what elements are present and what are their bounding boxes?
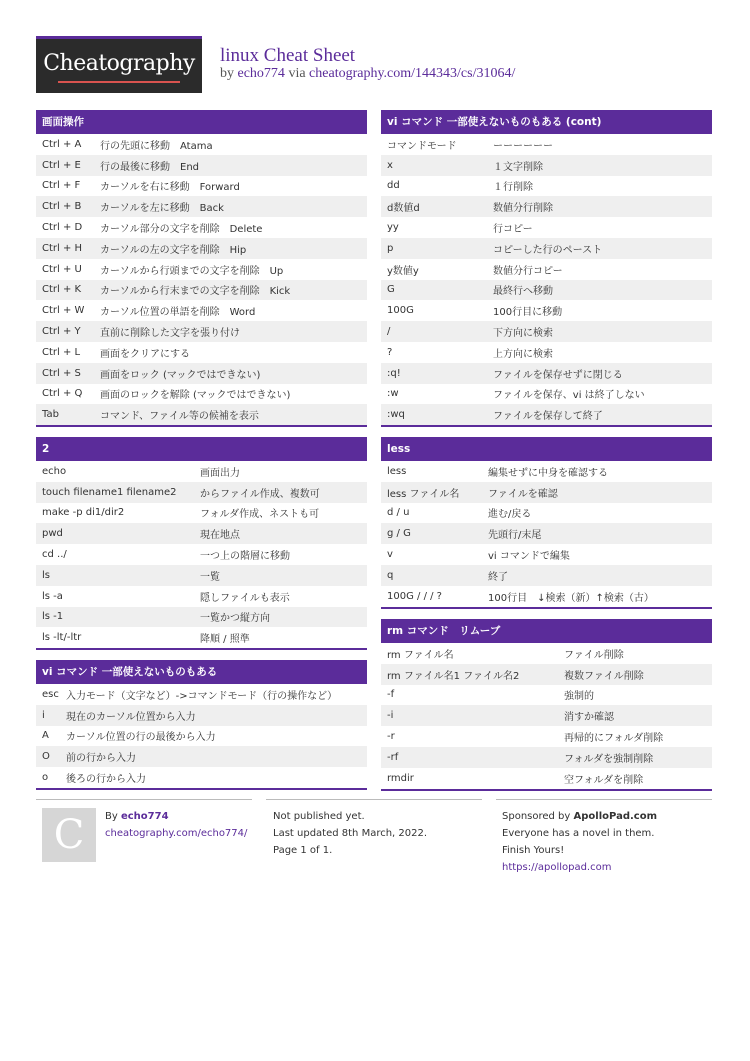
description-cell: 一つ上の階層に移動 — [200, 551, 290, 563]
table-row — [36, 259, 367, 280]
author-avatar[interactable] — [42, 808, 96, 862]
section-rm-command — [381, 619, 712, 791]
description-cell: 先頭行/末尾 — [488, 530, 542, 542]
description-cell: 数値分行削除 — [493, 203, 553, 215]
description-cell: 一覧かつ縦方向 — [200, 613, 270, 625]
section-title: 画面操作 — [36, 110, 367, 134]
section-title: vi コマンド 一部使えないものもある — [36, 660, 367, 684]
description-cell: ファイル削除 — [564, 649, 624, 661]
command-cell: cd ../ — [42, 549, 67, 561]
table-row — [36, 176, 367, 197]
command-cell: Ctrl + A — [42, 138, 82, 150]
table-row — [36, 684, 367, 705]
table-row — [36, 300, 367, 321]
description-cell: 終了 — [488, 571, 508, 583]
table-row — [36, 746, 367, 767]
description-cell: 進む/戻る — [488, 509, 532, 521]
command-cell: Ctrl + E — [42, 159, 81, 171]
section-vi-commands — [36, 660, 367, 790]
table-row — [36, 155, 367, 176]
description-cell: カーソルから行頭までの文字を削除 Up — [100, 265, 284, 277]
description-cell: 前の行から入力 — [66, 753, 136, 765]
command-cell: yy — [387, 222, 399, 234]
description-cell: コマンド、ファイル等の候補を表示 — [100, 411, 259, 423]
description-cell: 強制的 — [564, 691, 594, 703]
footer-author-link[interactable]: echo774 — [120, 811, 169, 822]
table-row — [381, 176, 712, 197]
description-cell: １行削除 — [493, 182, 533, 194]
table-row — [381, 523, 712, 544]
table-row — [381, 503, 712, 524]
description-cell: 下方向に検索 — [493, 328, 553, 340]
description-cell: 再帰的にフォルダ削除 — [564, 733, 664, 745]
command-cell: Ctrl + Y — [42, 326, 81, 338]
table-row — [381, 685, 712, 706]
byline-by: by — [220, 66, 234, 81]
command-cell: :w — [387, 388, 399, 400]
section-rows — [36, 134, 367, 427]
command-cell: 100G — [387, 305, 414, 317]
command-cell: ls — [42, 569, 50, 581]
command-cell: Ctrl + H — [42, 242, 83, 254]
description-cell: カーソルを右に移動 Forward — [100, 182, 240, 194]
section-screen-operations — [36, 110, 367, 427]
author-link[interactable]: echo774 — [237, 66, 285, 81]
description-cell: ーーーーーー — [493, 140, 553, 152]
description-cell: カーソル位置の行の最後から入力 — [66, 732, 216, 744]
footer-author — [105, 808, 247, 842]
table-row — [36, 565, 367, 586]
command-cell: echo — [42, 465, 67, 477]
avatar-letter: C — [53, 812, 85, 858]
footer-divider — [266, 799, 482, 800]
table-row — [381, 238, 712, 259]
table-row — [381, 705, 712, 726]
footer-by: By — [105, 811, 118, 822]
description-cell: フォルダを強制削除 — [564, 753, 654, 765]
sponsor-url[interactable]: https://apollopad.com — [502, 862, 612, 873]
command-cell: Ctrl + B — [42, 201, 82, 213]
section-vi-commands-cont — [381, 110, 712, 427]
command-cell: y数値y — [387, 265, 419, 277]
description-cell: 消すか確認 — [564, 712, 614, 724]
table-row — [36, 280, 367, 301]
sheet-url-link[interactable]: cheatography.com/144343/cs/31064/ — [309, 66, 516, 81]
sponsor-link[interactable]: ApolloPad.com — [573, 811, 657, 822]
command-cell: Ctrl + U — [42, 263, 82, 275]
command-cell: / — [387, 326, 391, 338]
sponsor-text: Everyone has a novel in them. Finish Yours! — [502, 828, 655, 856]
command-cell: rm ファイル名1 ファイル名2 — [387, 670, 520, 682]
command-cell: -rf — [387, 751, 399, 763]
description-cell: 隠しファイルも表示 — [200, 592, 290, 604]
table-row — [36, 384, 367, 405]
description-cell: 後ろの行から入力 — [66, 774, 146, 786]
command-cell: o — [42, 772, 49, 784]
section-title: vi コマンド 一部使えないものもある (cont) — [381, 110, 712, 134]
section-title: 2 — [36, 437, 367, 461]
table-row — [381, 217, 712, 238]
table-row — [381, 155, 712, 176]
table-row — [36, 523, 367, 544]
command-cell: Ctrl + F — [42, 180, 81, 192]
description-cell: 上方向に検索 — [493, 348, 553, 360]
command-cell: esc — [42, 688, 59, 700]
table-row — [36, 461, 367, 482]
table-row — [381, 404, 712, 425]
table-row — [36, 503, 367, 524]
description-cell: ファイルを保存、vi は終了しない — [493, 390, 645, 402]
published-status: Not published yet. — [273, 811, 365, 822]
table-row — [381, 384, 712, 405]
command-cell: ls -lt/-ltr — [42, 632, 82, 644]
table-row — [36, 321, 367, 342]
footer-divider — [496, 799, 712, 800]
command-cell: g / G — [387, 528, 411, 540]
table-row — [36, 196, 367, 217]
command-cell: Ctrl + S — [42, 367, 81, 379]
table-row — [381, 321, 712, 342]
command-cell: A — [42, 730, 49, 742]
table-row — [381, 280, 712, 301]
table-row — [381, 544, 712, 565]
sponsored-by: Sponsored by — [502, 811, 571, 822]
table-row — [36, 607, 367, 628]
section-rows — [381, 461, 712, 609]
command-cell: p — [387, 242, 394, 254]
table-row — [381, 768, 712, 789]
command-cell: make -p di1/dir2 — [42, 507, 125, 519]
description-cell: 現在のカーソル位置から入力 — [66, 711, 196, 723]
page-title: linux Cheat Sheet — [220, 45, 356, 66]
description-cell: 空フォルダを削除 — [564, 774, 644, 786]
logo-underline — [58, 81, 180, 83]
description-cell: 数値分行コピー — [493, 265, 563, 277]
cheatography-logo[interactable] — [36, 36, 202, 93]
table-row — [36, 363, 367, 384]
command-cell: less — [387, 465, 407, 477]
description-cell: 一覧 — [200, 571, 220, 583]
table-row — [381, 196, 712, 217]
section-title: less — [381, 437, 712, 461]
command-cell: コマンドモード — [387, 140, 457, 152]
description-cell: ファイルを保存せずに閉じる — [493, 369, 623, 381]
table-row — [381, 586, 712, 607]
footer-sponsor — [502, 808, 682, 876]
section-rows — [381, 643, 712, 791]
command-cell: q — [387, 569, 394, 581]
command-cell: v — [387, 549, 393, 561]
description-cell: 行の先頭に移動 Atama — [100, 140, 213, 152]
description-cell: vi コマンドで編集 — [488, 551, 570, 563]
table-row — [36, 342, 367, 363]
table-row — [36, 217, 367, 238]
byline-via: via — [288, 66, 306, 81]
table-row — [36, 134, 367, 155]
command-cell: Ctrl + D — [42, 222, 83, 234]
description-cell: 画面をロック (マックではできない) — [100, 369, 261, 381]
table-row — [381, 726, 712, 747]
command-cell: 100G / / / ? — [387, 590, 442, 602]
last-updated: Last updated 8th March, 2022. — [273, 828, 428, 839]
description-cell: 降順 / 照準 — [200, 634, 250, 646]
section-rows — [36, 684, 367, 790]
description-cell: 画面のロックを解除 (マックではできない) — [100, 390, 291, 402]
footer-publish-info — [273, 808, 427, 859]
description-cell: 最終行へ移動 — [493, 286, 553, 298]
table-row — [381, 300, 712, 321]
table-row — [36, 767, 367, 788]
description-cell: 100行目に移動 — [493, 307, 563, 319]
command-cell: rmdir — [387, 772, 414, 784]
section-rows — [381, 134, 712, 427]
command-cell: :q! — [387, 367, 401, 379]
description-cell: カーソル部分の文字を削除 Delete — [100, 224, 263, 236]
command-cell: ls -1 — [42, 611, 64, 623]
table-row — [381, 747, 712, 768]
section-rows — [36, 461, 367, 650]
section-less — [381, 437, 712, 609]
byline — [220, 66, 515, 82]
logo-text: Cheatography — [43, 51, 195, 76]
footer-divider — [36, 799, 252, 800]
description-cell: カーソル位置の単語を削除 Word — [100, 307, 256, 319]
description-cell: カーソルを左に移動 Back — [100, 203, 224, 215]
table-row — [381, 259, 712, 280]
table-row — [36, 482, 367, 503]
table-row — [381, 482, 712, 503]
description-cell: からファイル作成、複数可 — [200, 488, 320, 500]
table-row — [36, 404, 367, 425]
command-cell: d / u — [387, 507, 410, 519]
command-cell: ls -a — [42, 590, 63, 602]
command-cell: -f — [387, 689, 395, 701]
description-cell: ファイルを確認 — [488, 488, 558, 500]
table-row — [36, 544, 367, 565]
command-cell: pwd — [42, 528, 63, 540]
command-cell: -r — [387, 731, 395, 743]
table-row — [381, 643, 712, 664]
command-cell: :wq — [387, 409, 405, 421]
command-cell: d数値d — [387, 203, 420, 215]
command-cell: G — [387, 284, 395, 296]
description-cell: カーソルの左の文字を削除 Hip — [100, 244, 247, 256]
section-basic-commands — [36, 437, 367, 650]
command-cell: Ctrl + Q — [42, 388, 83, 400]
command-cell: dd — [387, 180, 400, 192]
description-cell: 複数ファイル削除 — [564, 670, 644, 682]
description-cell: カーソルから行末までの文字を削除 Kick — [100, 286, 291, 298]
description-cell: 画面出力 — [200, 467, 240, 479]
description-cell: 画面をクリアにする — [100, 348, 190, 360]
command-cell: x — [387, 159, 393, 171]
table-row — [36, 238, 367, 259]
section-title: rm コマンド リムーブ — [381, 619, 712, 643]
table-row — [381, 664, 712, 685]
command-cell: Ctrl + L — [42, 346, 81, 358]
command-cell: less ファイル名 — [387, 488, 460, 500]
description-cell: 現在地点 — [200, 530, 240, 542]
table-row — [381, 363, 712, 384]
table-row — [36, 627, 367, 648]
description-cell: 100行目 ↓検索（新）↑検索（古） — [488, 592, 654, 604]
command-cell: rm ファイル名 — [387, 649, 454, 661]
command-cell: -i — [387, 710, 394, 722]
command-cell: i — [42, 709, 45, 721]
command-cell: touch filename1 filename2 — [42, 486, 177, 498]
table-row — [36, 705, 367, 726]
command-cell: Ctrl + W — [42, 305, 85, 317]
table-row — [381, 134, 712, 155]
table-row — [36, 586, 367, 607]
footer-author-url[interactable]: cheatography.com/echo774/ — [105, 828, 248, 839]
description-cell: フォルダ作成、ネストも可 — [200, 509, 320, 521]
table-row — [36, 726, 367, 747]
command-cell: Ctrl + K — [42, 284, 82, 296]
command-cell: O — [42, 751, 50, 763]
table-row — [381, 342, 712, 363]
description-cell: 行の最後に移動 End — [100, 161, 200, 173]
description-cell: 入力モード（文字など）->コマンドモード（行の操作など） — [66, 690, 338, 702]
description-cell: コピーした行のペースト — [493, 244, 603, 256]
description-cell: 編集せずに中身を確認する — [488, 467, 608, 479]
description-cell: ファイルを保存して終了 — [493, 411, 603, 423]
description-cell: １文字削除 — [493, 161, 543, 173]
command-cell: Tab — [42, 409, 59, 421]
description-cell: 行コピー — [493, 224, 533, 236]
page-number: Page 1 of 1. — [273, 845, 333, 856]
description-cell: 直前に削除した文字を張り付け — [100, 328, 240, 340]
command-cell: ? — [387, 346, 393, 358]
table-row — [381, 461, 712, 482]
table-row — [381, 565, 712, 586]
